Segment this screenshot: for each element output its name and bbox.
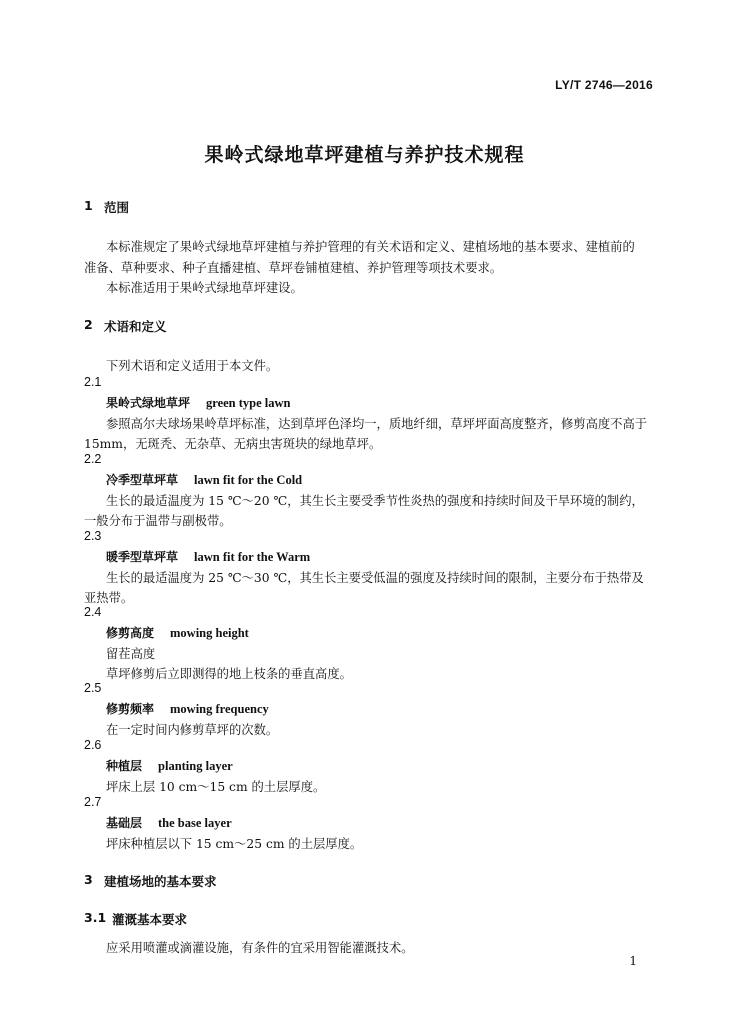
term-number: 2.6 (84, 738, 102, 752)
section-2-intro: 下列术语和定义适用于本文件。 (106, 359, 279, 373)
section-3-heading: 建植场地的基本要求 (104, 874, 217, 889)
term-en: the base layer (158, 816, 232, 830)
term-en: green type lawn (206, 396, 291, 410)
term-definition-line: 亚热带。 (84, 591, 134, 605)
term-number: 2.7 (84, 795, 102, 809)
term-title (106, 394, 291, 411)
term-number: 2.3 (84, 529, 102, 543)
term-zh: 基础层 (106, 816, 143, 830)
term-number: 2.2 (84, 452, 102, 466)
term-zh: 修剪高度 (106, 626, 155, 640)
term-zh: 暖季型草坪草 (106, 550, 179, 564)
section-2-number: 2 (84, 317, 93, 332)
term-definition-line: 生长的最适温度为 15 ℃～20 ℃，其生长主要受季节性炎热的强度和持续时间及干旱环境的制约， (106, 494, 644, 508)
section-1-heading: 范围 (104, 200, 130, 215)
term-title (106, 548, 310, 565)
term-zh: 冷季型草坪草 (106, 473, 179, 487)
page-number: 1 (629, 954, 637, 968)
section-1-paragraph-line: 本标准规定了果岭式绿地草坪建植与养护管理的有关术语和定义、建植场地的基本要求、建植前的 (106, 240, 635, 254)
section-1-paragraph: 本标准适用于果岭式绿地草坪建设。 (106, 281, 303, 295)
term-zh: 果岭式绿地草坪 (106, 396, 191, 410)
term-definition-line: 一般分布于温带与副极带。 (84, 514, 232, 528)
term-definition-line: 坪床种植层以下 15 cm～25 cm 的土层厚度。 (106, 837, 363, 851)
term-en: lawn fit for the Warm (194, 550, 311, 564)
term-en: mowing frequency (170, 702, 269, 716)
section-3-paragraph: 应采用喷灌或滴灌设施，有条件的宜采用智能灌溉技术。 (106, 941, 414, 955)
term-en: lawn fit for the Cold (194, 473, 303, 487)
section-1-number: 1 (84, 198, 93, 213)
term-definition-line: 生长的最适温度为 25 ℃～30 ℃，其生长主要受低温的强度及持续时间的限制，主要分布于热带及 (106, 571, 644, 585)
subsection-3-1-number: 3.1 (84, 910, 107, 925)
term-number: 2.5 (84, 681, 102, 695)
section-3-number: 3 (84, 872, 93, 887)
term-en: mowing height (170, 626, 249, 640)
term-definition-line: 坪床上层 10 cm～15 cm 的土层厚度。 (106, 780, 326, 794)
term-title (106, 624, 249, 641)
term-zh: 种植层 (106, 759, 143, 773)
standard-number: LY/T 2746—2016 (555, 78, 653, 92)
term-title (106, 757, 233, 774)
section-2-heading: 术语和定义 (104, 319, 167, 334)
term-definition-line: 草坪修剪后立即测得的地上枝条的垂直高度。 (106, 667, 352, 681)
term-definition-line: 15mm，无斑秃、无杂草、无病虫害斑块的绿地草坪。 (84, 437, 382, 451)
term-admitted-term: 留茬高度 (106, 647, 156, 661)
term-en: planting layer (158, 759, 233, 773)
subsection-3-1-heading: 灌溉基本要求 (112, 912, 188, 927)
document-title: 果岭式绿地草坪建植与养护技术规程 (204, 144, 525, 166)
term-title (106, 471, 302, 488)
term-zh: 修剪频率 (106, 702, 155, 716)
term-title (106, 814, 232, 831)
section-1-paragraph-line: 准备、草种要求、种子直播建植、草坪卷铺植建植、养护管理等项技术要求。 (84, 261, 503, 275)
term-number: 2.1 (84, 375, 102, 389)
term-number: 2.4 (84, 605, 102, 619)
term-definition-line: 在一定时间内修剪草坪的次数。 (106, 723, 279, 737)
term-definition-line: 参照高尔夫球场果岭草坪标准，达到草坪色泽均一，质地纤细，草坪坪面高度整齐，修剪高度不高于 (106, 417, 648, 431)
term-title (106, 700, 269, 717)
